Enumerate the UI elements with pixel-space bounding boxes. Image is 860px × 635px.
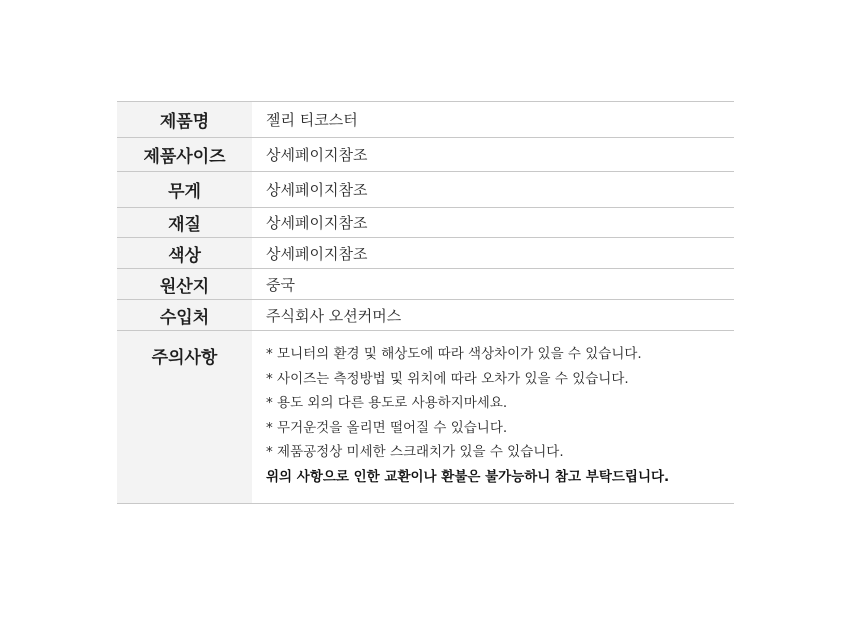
spec-label: 제품사이즈 xyxy=(117,138,252,171)
spec-row-size xyxy=(117,138,734,172)
notes-emphasis: 위의 사항으로 인한 교환이나 환불은 불가능하니 참고 부탁드립니다. xyxy=(266,468,670,485)
spec-row-notes xyxy=(117,331,734,504)
note-line: * 제품공정상 미세한 스크래치가 있을 수 있습니다. xyxy=(266,444,564,460)
spec-value: 중국 xyxy=(266,275,295,294)
spec-row-importer xyxy=(117,300,734,331)
spec-label: 수입처 xyxy=(117,300,252,330)
spec-value: 상세페이지참조 xyxy=(266,181,368,199)
spec-row-weight xyxy=(117,172,734,208)
spec-value: 상세페이지참조 xyxy=(266,214,368,232)
spec-value: 상세페이지참조 xyxy=(266,146,368,164)
note-line: * 용도 외의 다른 용도로 사용하지마세요. xyxy=(266,395,508,411)
notes-label: 주의사항 xyxy=(117,331,252,503)
notes-content xyxy=(252,331,734,503)
spec-label: 제품명 xyxy=(117,102,252,137)
spec-value: 주식회사 오션커머스 xyxy=(266,306,402,325)
spec-value: 젤리 티코스터 xyxy=(266,111,358,129)
spec-row-color xyxy=(117,238,734,269)
note-line: * 모니터의 환경 및 해상도에 따라 색상차이가 있을 수 있습니다. xyxy=(266,346,642,362)
spec-label: 재질 xyxy=(117,208,252,237)
spec-row-origin xyxy=(117,269,734,300)
note-line: * 무거운것을 올리면 떨어질 수 있습니다. xyxy=(266,419,508,436)
spec-row-material xyxy=(117,208,734,238)
spec-row-product-name xyxy=(117,102,734,138)
spec-label: 원산지 xyxy=(117,269,252,299)
spec-label: 색상 xyxy=(117,238,252,268)
spec-label: 무게 xyxy=(117,172,252,207)
note-line: * 사이즈는 측정방법 및 위치에 따라 오차가 있을 수 있습니다. xyxy=(266,370,629,387)
spec-value: 상세페이지참조 xyxy=(266,244,368,263)
product-spec-table xyxy=(117,101,734,504)
